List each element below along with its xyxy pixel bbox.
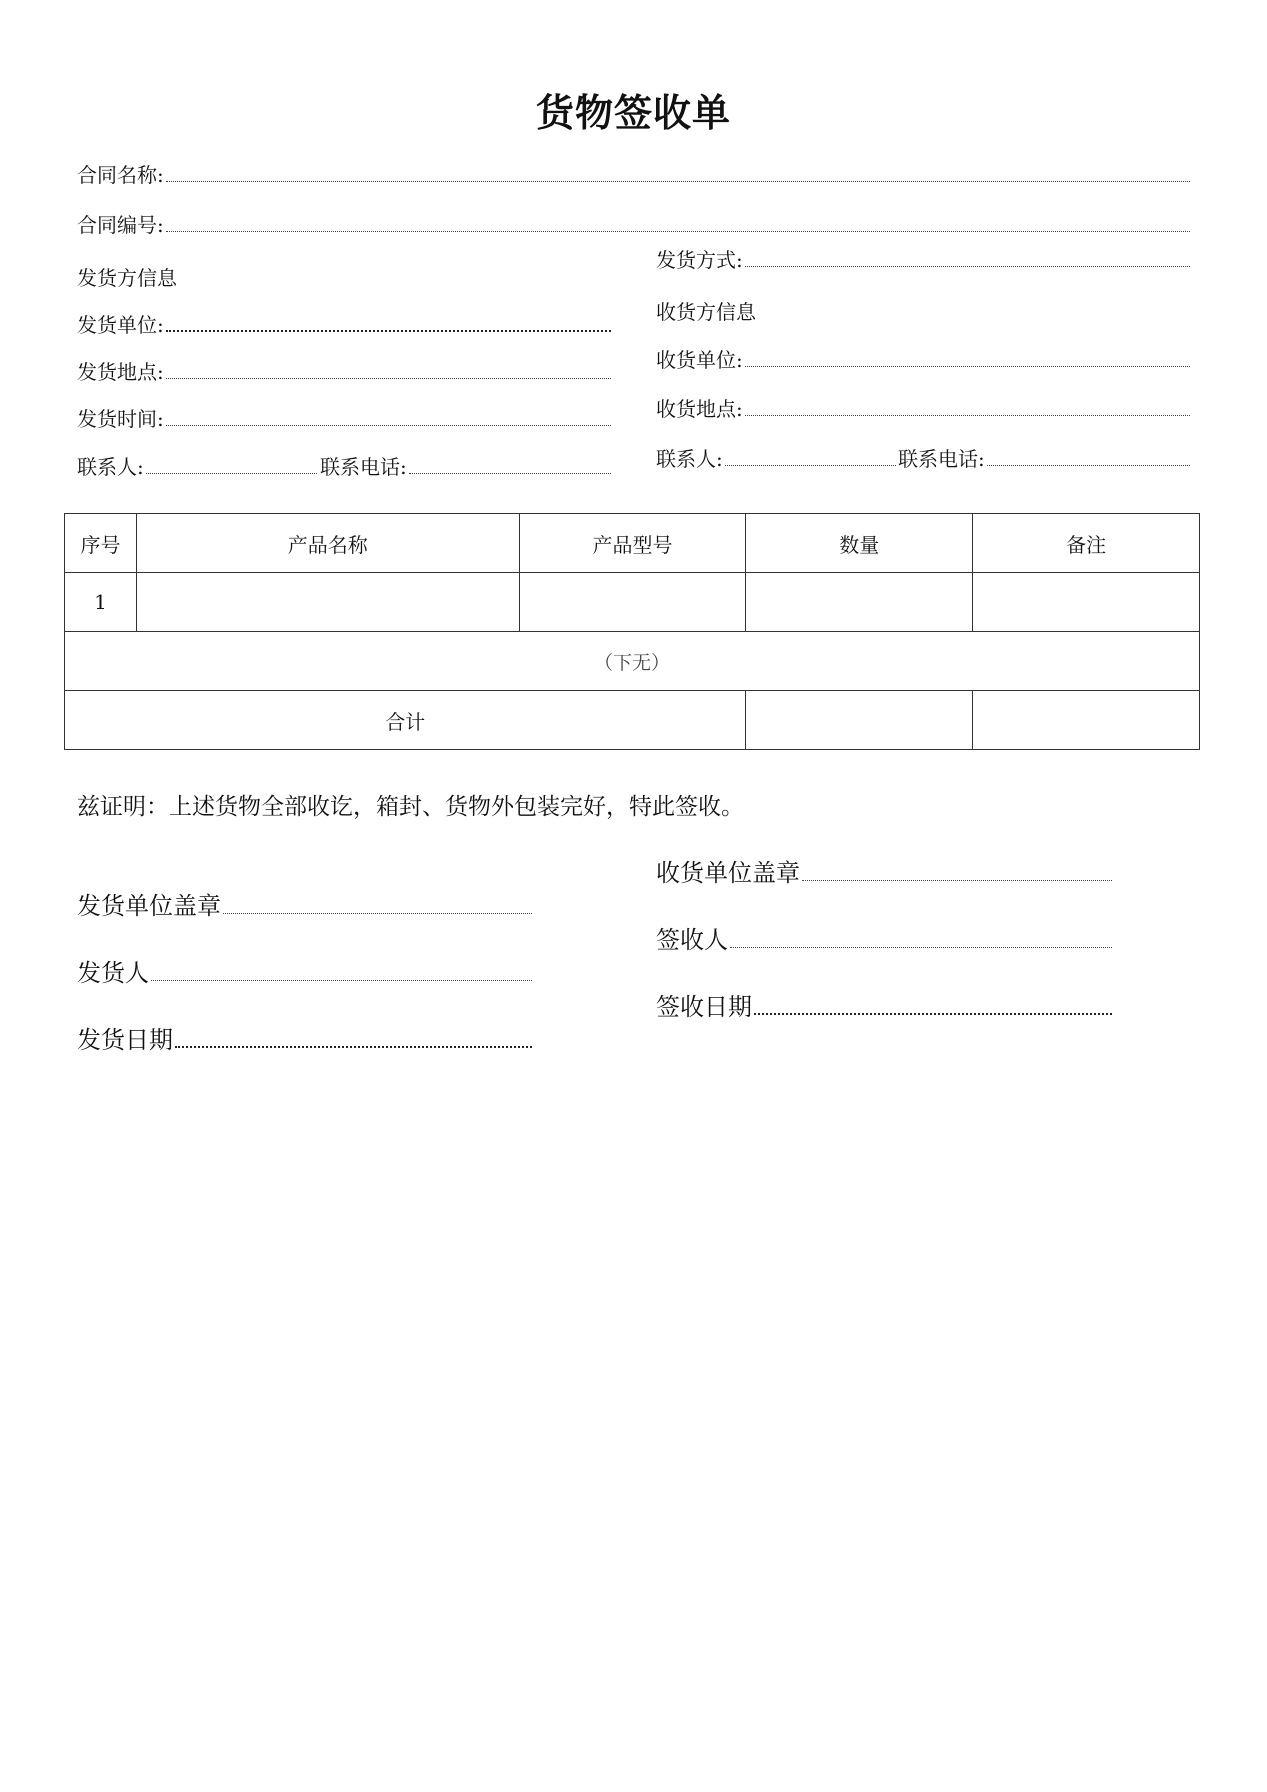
shipper-person-field[interactable] (77, 954, 532, 988)
ship-method-blank[interactable] (745, 265, 1190, 267)
goods-table (64, 513, 1200, 750)
ship-date-blank[interactable] (175, 1046, 532, 1048)
receiver-address-field[interactable] (656, 392, 1190, 422)
row-product-name-cell[interactable] (136, 573, 519, 632)
certification-text: 兹证明：上述货物全部收讫，箱封、货物外包装完好，特此签收。 (77, 794, 744, 820)
contract-number-label: 合同编号: (77, 213, 164, 237)
receiver-unit-field[interactable] (656, 343, 1190, 373)
receiver-address-label: 收货地点: (656, 397, 743, 421)
total-remarks-cell[interactable] (973, 691, 1200, 750)
table-header-row (65, 514, 1200, 573)
shipper-phone-blank[interactable] (409, 472, 611, 474)
table-row (65, 573, 1200, 632)
ship-method-field[interactable] (656, 243, 1190, 273)
shipper-contact-label: 联系人: (77, 455, 144, 479)
receiver-phone-blank[interactable] (987, 464, 1190, 466)
row-remarks-cell[interactable] (973, 573, 1200, 632)
end-note-row (65, 632, 1200, 691)
signer-label: 签收人 (656, 926, 728, 954)
shipper-contact-blank[interactable] (146, 472, 317, 474)
total-row (65, 691, 1200, 750)
receiver-contact-blank[interactable] (725, 464, 896, 466)
contract-number-blank[interactable] (166, 230, 1190, 232)
contract-name-blank[interactable] (166, 180, 1190, 182)
ship-time-blank[interactable] (166, 424, 611, 426)
receiver-contact-field[interactable] (656, 442, 896, 472)
shipper-seal-field[interactable] (77, 887, 532, 921)
ship-method-label: 发货方式: (656, 248, 743, 272)
receiver-info-heading: 收货方信息 (656, 300, 756, 324)
shipper-address-label: 发货地点: (77, 360, 164, 384)
shipper-person-blank[interactable] (151, 980, 532, 981)
row-product-model-cell[interactable] (519, 573, 746, 632)
document-title: 货物签收单 (535, 90, 731, 135)
contract-number-field[interactable] (77, 208, 1190, 238)
header-index: 序号 (65, 514, 137, 573)
receiver-unit-label: 收货单位: (656, 348, 743, 372)
total-quantity-cell[interactable] (746, 691, 973, 750)
signer-field[interactable] (656, 921, 1112, 955)
contract-name-label: 合同名称: (77, 163, 164, 187)
ship-date-field[interactable] (77, 1021, 532, 1055)
shipper-address-blank[interactable] (166, 377, 611, 379)
header-product-model: 产品型号 (519, 514, 746, 573)
header-product-name: 产品名称 (136, 514, 519, 573)
receiver-unit-blank[interactable] (745, 365, 1190, 367)
total-label-cell: 合计 (65, 691, 746, 750)
shipper-unit-label: 发货单位: (77, 313, 164, 337)
receiver-phone-label: 联系电话: (898, 447, 985, 471)
ship-time-field[interactable] (77, 402, 611, 432)
ship-date-label: 发货日期 (77, 1026, 173, 1054)
header-remarks: 备注 (973, 514, 1200, 573)
shipper-info-heading: 发货方信息 (77, 266, 177, 290)
receiver-seal-field[interactable] (656, 854, 1112, 888)
ship-time-label: 发货时间: (77, 407, 164, 431)
end-note-cell: （下无） (65, 632, 1200, 691)
sign-date-blank[interactable] (754, 1013, 1112, 1015)
receiver-contact-label: 联系人: (656, 447, 723, 471)
row-index-cell: 1 (65, 573, 137, 632)
receiver-address-blank[interactable] (745, 414, 1190, 416)
shipper-contact-field[interactable] (77, 450, 317, 480)
signer-blank[interactable] (730, 947, 1112, 948)
sign-date-field[interactable] (656, 988, 1112, 1022)
shipper-address-field[interactable] (77, 355, 611, 385)
receiver-seal-blank[interactable] (802, 880, 1112, 881)
shipper-phone-label: 联系电话: (320, 455, 407, 479)
contract-name-field[interactable] (77, 158, 1190, 188)
receiver-phone-field[interactable] (898, 442, 1190, 472)
shipper-phone-field[interactable] (320, 450, 611, 480)
receiver-seal-label: 收货单位盖章 (656, 859, 800, 887)
row-quantity-cell[interactable] (746, 573, 973, 632)
sign-date-label: 签收日期 (656, 993, 752, 1021)
shipper-unit-blank[interactable] (166, 329, 611, 332)
header-quantity: 数量 (746, 514, 973, 573)
shipper-person-label: 发货人 (77, 959, 149, 987)
shipper-seal-blank[interactable] (223, 913, 532, 914)
shipper-unit-field[interactable] (77, 308, 611, 338)
shipper-seal-label: 发货单位盖章 (77, 892, 221, 920)
